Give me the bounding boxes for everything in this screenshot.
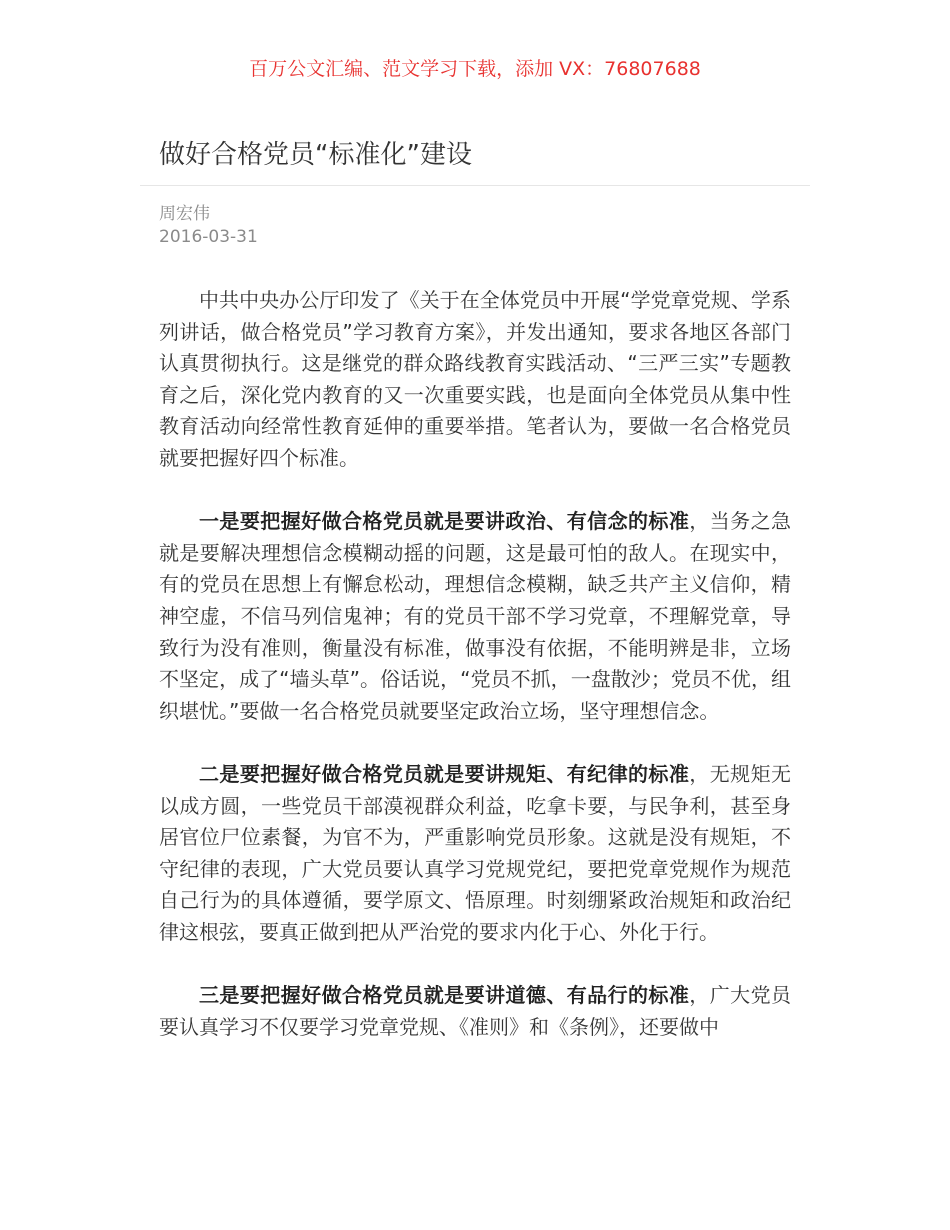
paragraph-lead: 二是要把握好做合格党员就是要讲规矩、有纪律的标准	[199, 761, 690, 786]
paragraph-lead: 三是要把握好做合格党员就是要讲道德、有品行的标准	[199, 983, 690, 1008]
article-date: 2016-03-31	[159, 227, 258, 247]
article-paragraph	[159, 980, 791, 1043]
article-title: 做好合格党员“标准化”建设	[159, 140, 472, 170]
article-meta	[159, 203, 258, 249]
article-paragraph	[159, 285, 791, 475]
paragraph-text: ，无规矩无以成方圆，一些党员干部漠视群众利益，吃拿卡要，与民争利，甚至身居官位尸位素餐，为官不为，严重影响党员形象。这就是没有规矩，不守纪律的表现，广大党员要认真学习党规党纪，要把党章党规作为规范自己行为的具体遵循，要学原文、悟原理。时刻绷紧政治规矩和政治纪律这根弦，要真正做到把从严治党的要求内化于心、外化于行。	[159, 761, 792, 944]
article-body	[159, 285, 791, 1075]
article-paragraph	[159, 759, 791, 949]
paragraph-text: ，当务之急就是要解决理想信念模糊动摇的问题，这是最可怕的敌人。在现实中，有的党员在思想上有懈怠松动，理想信念模糊，缺乏共产主义信仰，精神空虚，不信马列信鬼神；有的党员干部不学习党章，不理解党章，导致行为没有准则，衡量没有标准，做事没有依据，不能明辨是非，立场不坚定，成了“墙头草”。俗话说，“党员不抓，一盘散沙；党员不优，组织堪忧。”要做一名合格党员就要坚定政治立场，坚守理想信念。	[159, 509, 792, 723]
paragraph-text: 中共中央办公厅印发了《关于在全体党员中开展“学党章党规、学系列讲话，做合格党员”学习教育方案》，并发出通知，要求各地区各部门认真贯彻执行。这是继党的群众路线教育实践活动、“三严三实”专题教育之后，深化党内教育的又一次重要实践，也是面向全体党员从集中性教育活动向经常性教育延伸的重要举措。笔者认为，要做一名合格党员就要把握好四个标准。	[159, 288, 791, 470]
paragraph-text: ，广大党员要认真学习不仅要学习党章党规、《准则》和《条例》，还要做中	[159, 983, 792, 1039]
paragraph-lead: 一是要把握好做合格党员就是要讲政治、有信念的标准	[199, 509, 690, 534]
title-divider	[140, 185, 810, 186]
watermark-banner: 百万公文汇编、范文学习下载，添加 VX：76807688	[249, 58, 701, 80]
article-author: 周宏伟	[159, 204, 210, 224]
article-paragraph	[159, 506, 791, 727]
